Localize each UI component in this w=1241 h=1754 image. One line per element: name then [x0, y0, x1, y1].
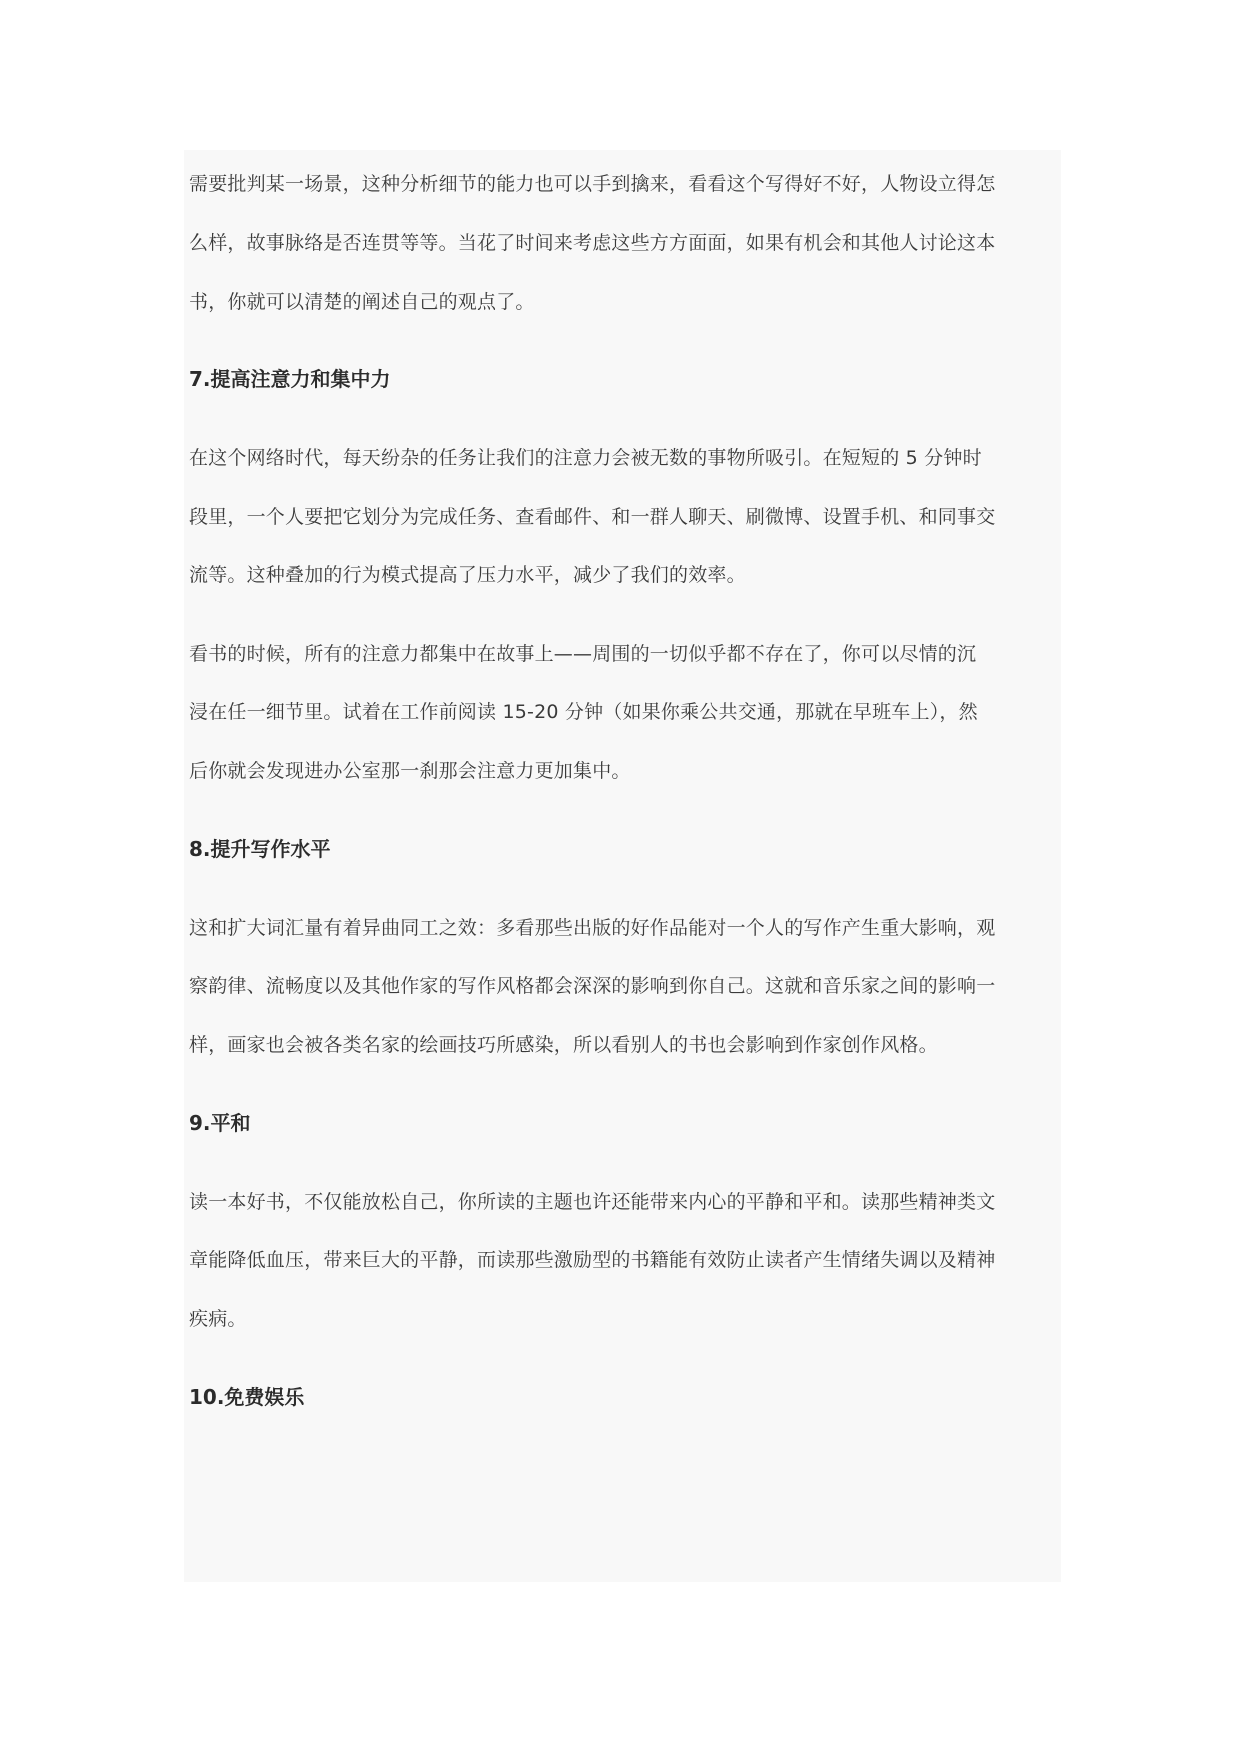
- section-heading-7: 7.提高注意力和集中力: [189, 367, 391, 391]
- paragraph-line: 疾病。: [189, 1308, 247, 1330]
- paragraph-line: 流等。这种叠加的行为模式提高了压力水平，减少了我们的效率。: [189, 564, 746, 586]
- section-heading-10: 10.免费娱乐: [189, 1385, 305, 1409]
- paragraph-line: 段里，一个人要把它划分为完成任务、查看邮件、和一群人聊天、刷微博、设置手机、和同事交: [189, 506, 996, 528]
- section-heading-9: 9.平和: [189, 1111, 251, 1135]
- paragraph-line: 后你就会发现进办公室那一刹那会注意力更加集中。: [189, 760, 631, 782]
- section-heading-8: 8.提升写作水平: [189, 837, 331, 861]
- paragraph-line: 章能降低血压，带来巨大的平静，而读那些激励型的书籍能有效防止读者产生情绪失调以及精神: [189, 1249, 996, 1271]
- paragraph-line: 看书的时候，所有的注意力都集中在故事上——周围的一切似乎都不存在了，你可以尽情的沉: [189, 643, 977, 665]
- paragraph-line: 书，你就可以清楚的阐述自己的观点了。: [189, 291, 535, 313]
- paragraph-line: 察韵律、流畅度以及其他作家的写作风格都会深深的影响到你自己。这就和音乐家之间的影响一: [189, 975, 996, 997]
- paragraph-line: 么样，故事脉络是否连贯等等。当花了时间来考虑这些方方面面，如果有机会和其他人讨论这本: [189, 232, 996, 254]
- paragraph-line: 样，画家也会被各类名家的绘画技巧所感染，所以看别人的书也会影响到作家创作风格。: [189, 1034, 938, 1056]
- paragraph-line: 浸在任一细节里。试着在工作前阅读 15-20 分钟（如果你乘公共交通，那就在早班车上），然: [189, 701, 978, 723]
- paragraph-line: 这和扩大词汇量有着异曲同工之效：多看那些出版的好作品能对一个人的写作产生重大影响，观: [189, 917, 996, 939]
- paragraph-line: 需要批判某一场景，这种分析细节的能力也可以手到擒来，看看这个写得好不好，人物设立得怎: [189, 173, 996, 195]
- paragraph-line: 在这个网络时代，每天纷杂的任务让我们的注意力会被无数的事物所吸引。在短短的 5 分钟时: [189, 447, 982, 469]
- document-content: [184, 150, 1061, 1582]
- paragraph-line: 读一本好书，不仅能放松自己，你所读的主题也许还能带来内心的平静和平和。读那些精神类文: [189, 1191, 996, 1213]
